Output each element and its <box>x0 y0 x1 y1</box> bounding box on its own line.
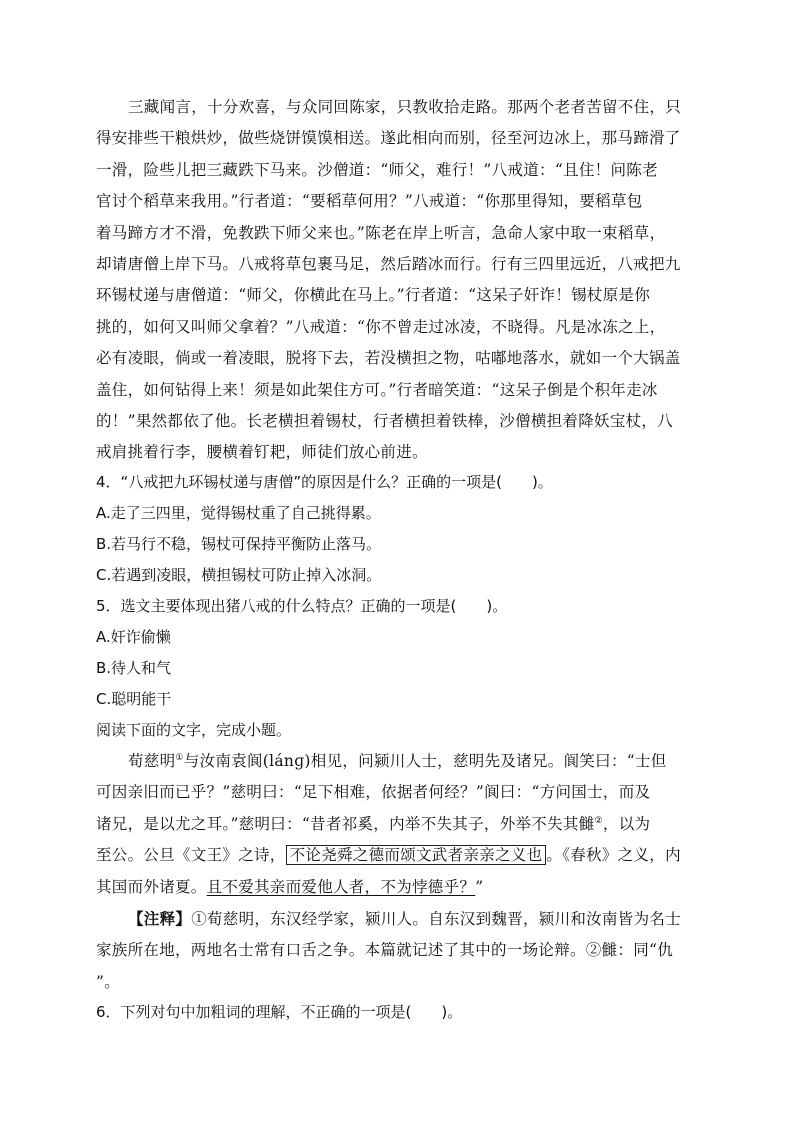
passage-line: 可因亲旧而已乎？”慈明曰：“足下相难，依据者何经？”阆曰：“方问国士，而及 <box>96 783 651 802</box>
passage-text: ，以为 <box>602 814 651 833</box>
passage-line <box>96 746 700 777</box>
passage-line: 戒肩挑着行李，腰横着钉耙，师徒们放心前进。 <box>96 443 428 462</box>
question-4-stem: 4．“八戒把九环锡杖递与唐僧”的原因是什么？正确的一项是( )。 <box>96 473 553 491</box>
passage-text: 其国而外诸夏。 <box>96 877 207 896</box>
footnote-marker: ② <box>594 815 603 826</box>
question-5-option-c: C.聪明能干 <box>96 690 172 708</box>
passage-line: 必有凌眼，倘或一着凌眼，脱将下去，若没横担之物，咕嘟地落水，就如一个大锅盖 <box>96 349 681 368</box>
passage-line: 盖住，如何钻得上来！须是如此架住方可。”行者暗笑道：“这呆子倒是个积年走冰 <box>96 380 658 399</box>
question-5-option-b: B.待人和气 <box>96 659 172 677</box>
reading-instruction: 阅读下面的文字，完成小题。 <box>96 721 292 739</box>
question-4-option-a: A.走了三四里，觉得锡杖重了自己挑得累。 <box>96 504 381 522</box>
passage-line: 挑的，如何又叫师父拿着？”八戒道：“你不曾走过冰凌，不晓得。凡是冰冻之上， <box>96 317 666 336</box>
annotation-text: ①荀慈明，东汉经学家，颍川人。自东汉到魏晋，颍川和汝南皆为名士 <box>191 910 682 928</box>
annotation-line <box>96 903 700 935</box>
passage-text: 诸兄，是以尤之耳。”慈明曰：“昔者祁奚，内举不失其子，外举不失其雠 <box>96 814 595 833</box>
annotation-line: ”。 <box>96 972 121 991</box>
passage-text: 荀慈明 <box>128 752 176 770</box>
passage-text: 至公。公旦《文王》之诗， <box>96 846 286 865</box>
annotation-block <box>96 903 700 998</box>
question-4-option-c: C.若遇到凌眼，横担锡杖可防止掉入冰洞。 <box>96 566 382 584</box>
passage-line: 一滑，险些儿把三藏跌下马来。沙僧道：“师父，难行！”八戒道：“且住！问陈老 <box>96 160 658 179</box>
question-5-stem: 5．选文主要体现出猪八戒的什么特点？正确的一项是( )。 <box>96 597 508 615</box>
question-6-stem: 6．下列对句中加粗词的理解，不正确的一项是( )。 <box>96 1003 463 1021</box>
passage-xiyouji <box>96 92 700 469</box>
question-4-option-b: B.若马行不稳，锡杖可保持平衡防止落马。 <box>96 535 382 553</box>
passage-line: 官讨个稻草来我用。”行者道：“要稻草何用？”八戒道：“你那里得知，要稻草包 <box>96 192 643 211</box>
annotation-line: 家族所在地，两地名士常有口舌之争。本篇就记述了其中的一场论辩。②雠：同“仇 <box>96 941 674 960</box>
passage-line <box>96 872 700 903</box>
annotation-label: 【注释】 <box>128 909 192 928</box>
passage-text: 。《春秋》之义，内 <box>546 846 681 865</box>
passage-line: 着马蹄方才不滑，免教跌下师父来也。”陈老在岸上听言，急命人家中取一束稻草， <box>96 223 666 242</box>
passage-line: 环锡杖递与唐僧道：“师父，你横此在马上。”行者道：“这呆子奸诈！锡杖原是你 <box>96 286 651 305</box>
passage-line: 得安排些干粮烘炒，做些烧饼馍馍相送。遂此相向而别，径至河边冰上，那马蹄滑了 <box>96 129 681 148</box>
passage-text: ” <box>475 877 484 896</box>
underlined-sentence: 且不爱其亲而爱他人者，不为悖德乎？ <box>206 877 476 896</box>
question-5-option-a: A.奸诈偷懒 <box>96 628 171 646</box>
passage-line <box>96 809 700 840</box>
boxed-sentence: 不论尧舜之德而颂文武者亲亲之义也 <box>286 845 547 865</box>
passage-line: 三藏闻言，十分欢喜，与众同回陈家，只教收拾走路。那两个老者苦留不住，只 <box>128 98 682 116</box>
passage-line: 却请唐僧上岸下马。八戒将草包裹马足，然后踏冰而行。行有三四里远近，八戒把九 <box>96 255 681 274</box>
passage-line <box>96 840 700 871</box>
passage-text: 与汝南袁阆(lánɡ)相见，问颍川人士，慈明先及诸兄。阆笑曰：“士但 <box>183 752 667 770</box>
passage-line: 的！”果然都依了他。长老横担着锡杖，行者横担着铁棒，沙僧横担着降妖宝杖，八 <box>96 412 674 431</box>
passage-xunciming <box>96 746 700 903</box>
footnote-marker: ① <box>175 753 184 763</box>
